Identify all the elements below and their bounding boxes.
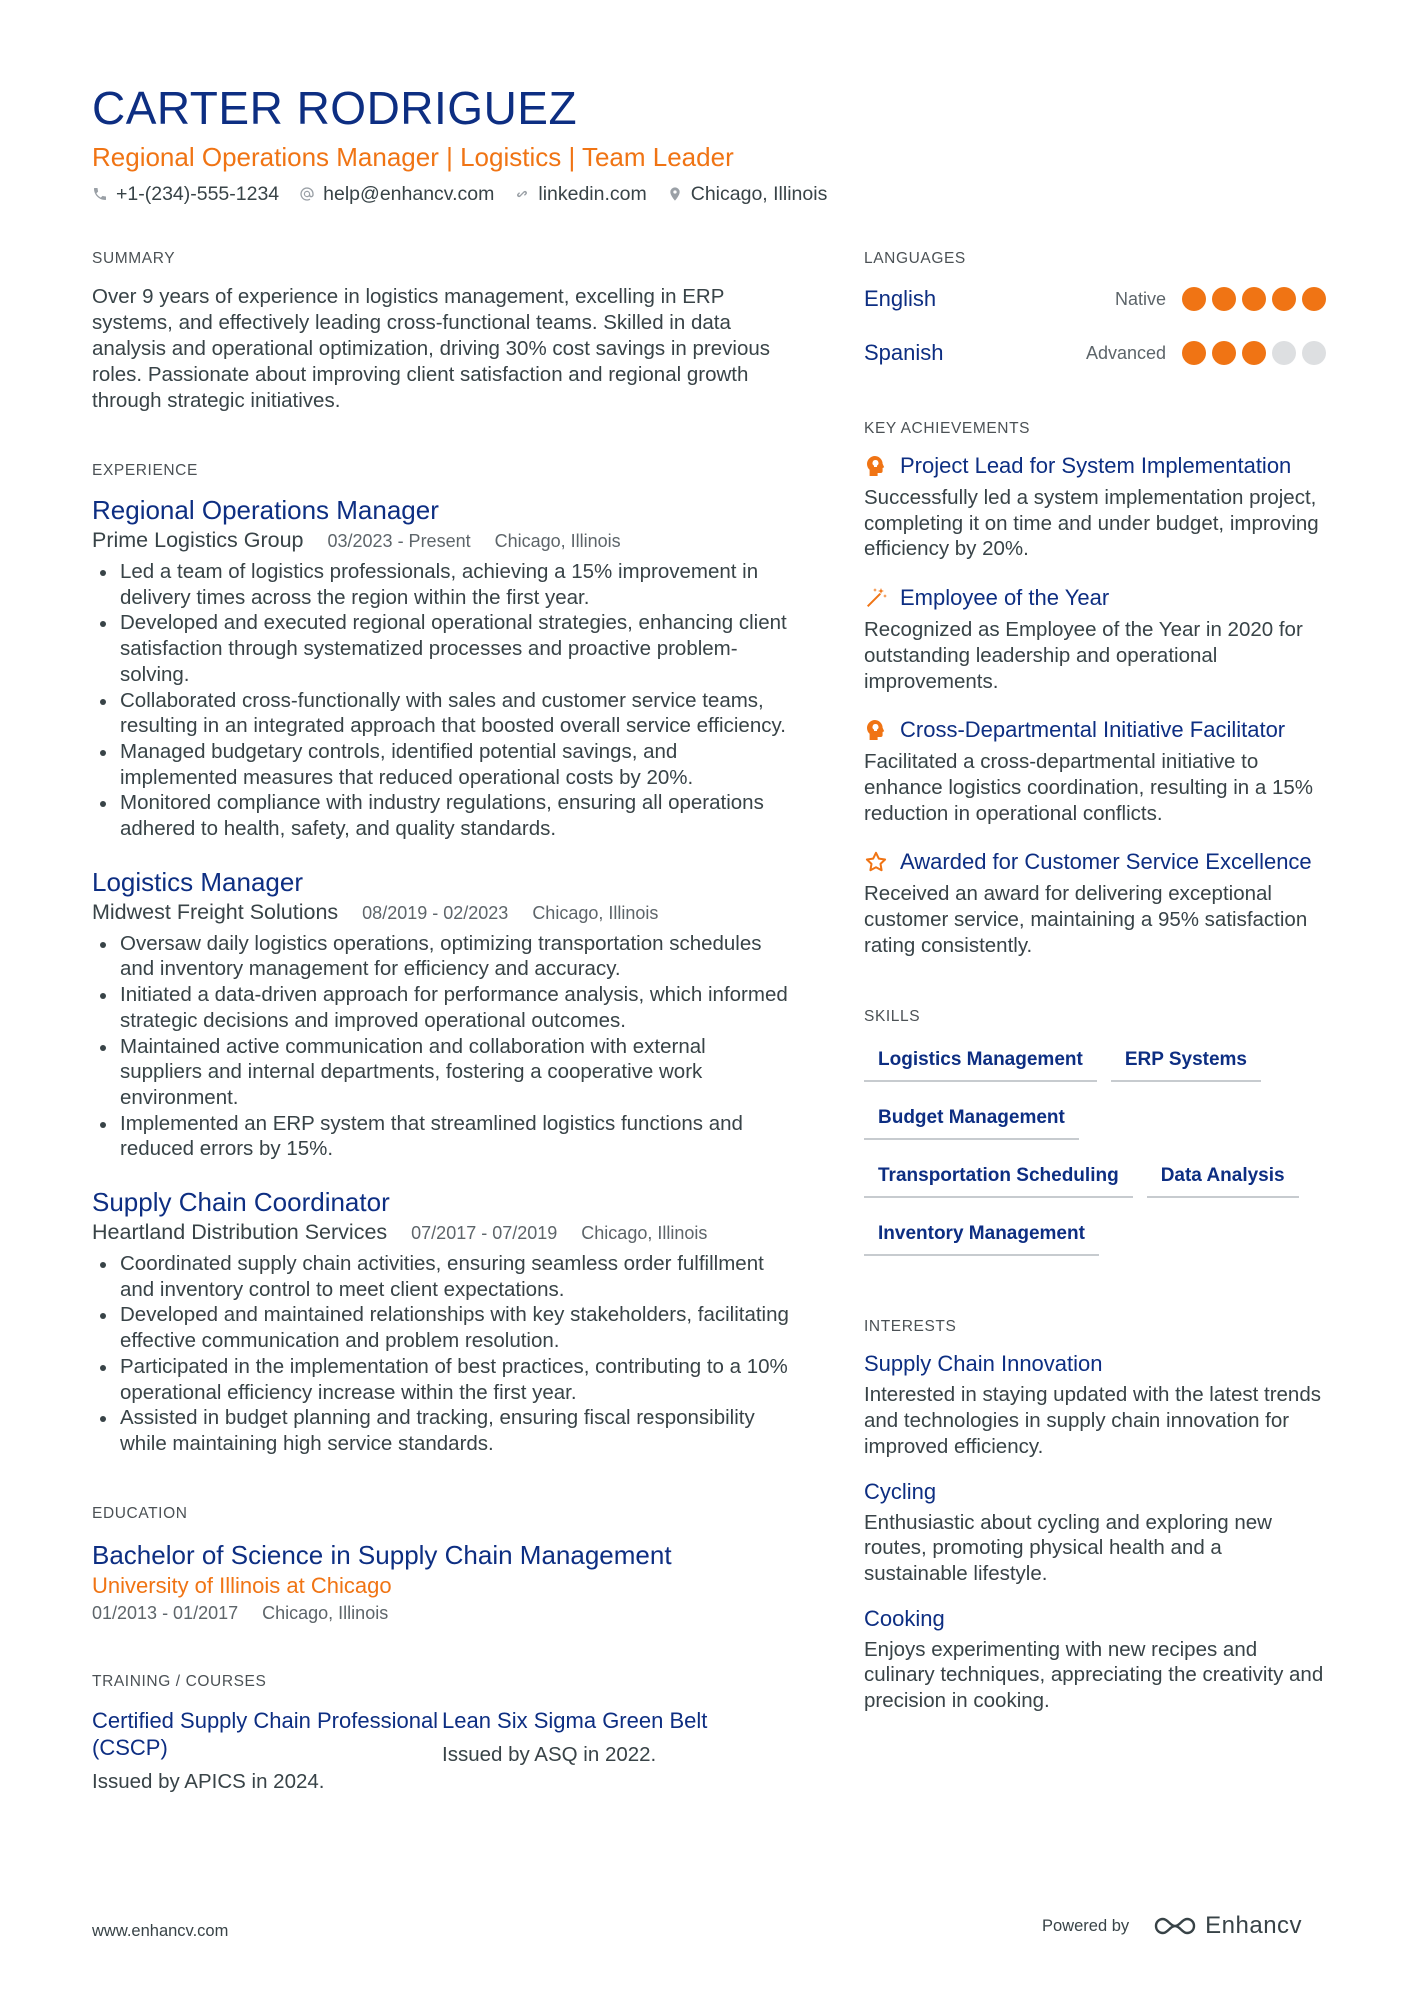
training-heading: TRAINING / COURSES [92, 1672, 267, 1690]
training-section [92, 1671, 792, 1795]
education-location: Chicago, Illinois [262, 1602, 389, 1623]
contact-phone [92, 180, 279, 208]
skill-tag: Budget Management [864, 1100, 1079, 1140]
achievement-item [864, 452, 1326, 562]
course-desc: Issued by ASQ in 2022. [442, 1742, 657, 1766]
achievements-section [864, 418, 1326, 958]
language-level: Advanced [1085, 342, 1166, 363]
job-bullet: Assisted in budget planning and tracking, ensuring fiscal responsibility while maintaining high service standards. [92, 1405, 792, 1456]
job-location: Chicago, Illinois [532, 902, 659, 923]
job-bullet: Collaborated cross-functionally with sales and customer service teams, resulting in an integrated approach that boosted overall service efficiency. [92, 688, 792, 739]
contact-row [92, 180, 1332, 208]
skills-section [864, 1006, 1326, 1256]
enhancv-logo[interactable] [1153, 1912, 1302, 1940]
job-bullets [92, 1251, 792, 1457]
job-bullet: Developed and executed regional operational strategies, enhancing client satisfaction through systematized processes and proactive problem-solving. [92, 610, 792, 687]
rating-dot-filled [1272, 287, 1296, 311]
job-entry [92, 1186, 792, 1457]
skills-heading: SKILLS [864, 1008, 921, 1026]
job-meta [92, 1218, 792, 1247]
skill-tag: ERP Systems [1111, 1042, 1261, 1082]
interest-title: Cycling [864, 1478, 937, 1504]
achievement-title: Project Lead for System Implementation [900, 453, 1292, 478]
interest-item [864, 1478, 1326, 1587]
job-bullets [92, 559, 792, 842]
job-bullet: Developed and maintained relationships with key stakeholders, facilitating effective communication and problem resolution. [92, 1302, 792, 1353]
linkedin-link[interactable]: linkedin.com [538, 183, 647, 205]
rating-dot-empty [1272, 341, 1296, 365]
language-row [864, 272, 1326, 326]
job-bullet: Managed budgetary controls, identified potential savings, and implemented measures that reduced operational costs by 20%. [92, 739, 792, 790]
job-location: Chicago, Illinois [494, 531, 621, 551]
achievement-title: Awarded for Customer Service Excellence [900, 849, 1312, 875]
achievement-head [864, 848, 1326, 875]
interest-item [864, 1605, 1326, 1714]
interests-section [864, 1316, 1326, 1713]
course-title: Lean Six Sigma Green Belt [442, 1707, 708, 1733]
language-row [864, 326, 1326, 380]
job-bullets [92, 931, 792, 1162]
brand-name: Enhancv [1205, 1912, 1303, 1939]
job-bullet: Initiated a data-driven approach for performance analysis, which informed strategic decisions and improved operational outcomes. [92, 982, 792, 1033]
course-item [92, 1707, 442, 1795]
language-rating [1182, 341, 1326, 365]
email-link[interactable]: help@enhancv.com [323, 183, 495, 205]
course-title: Certified Supply Chain Professional (CSCP) [92, 1707, 439, 1760]
footer-website[interactable]: www.enhancv.com [92, 1922, 229, 1940]
job-bullet: Oversaw daily logistics operations, optimizing transportation schedules and inventory management for efficiency and accuracy. [92, 931, 792, 982]
job-title: Logistics Manager [92, 866, 303, 897]
powered-by-text: Powered by [1042, 1916, 1130, 1935]
achievements-heading: KEY ACHIEVEMENTS [864, 420, 1031, 437]
magic-wand-icon [864, 586, 888, 610]
education-dates: 01/2013 - 01/2017 [92, 1602, 239, 1623]
education-degree: Bachelor of Science in Supply Chain Management [92, 1539, 672, 1570]
job-bullet: Monitored compliance with industry regulations, ensuring all operations adhered to health, safety, and quality standards. [92, 790, 792, 841]
job-bullet: Participated in the implementation of best practices, contributing to a 10% operational efficiency increase within the first year. [92, 1354, 792, 1405]
candidate-title: Regional Operations Manager | Logistics | Team Leader [92, 142, 734, 172]
interest-title: Cooking [864, 1605, 945, 1631]
enhancv-logo-icon [1153, 1914, 1197, 1938]
right-column [864, 248, 1326, 1714]
course-list [92, 1707, 792, 1795]
achievement-desc: Recognized as Employee of the Year in 2020 for outstanding leadership and operational improvements. [864, 618, 1303, 693]
languages-section [864, 248, 1326, 380]
location-text: Chicago, Illinois [690, 183, 828, 205]
rating-dot-filled [1242, 287, 1266, 311]
contact-email[interactable] [299, 180, 494, 208]
language-name: Spanish [864, 340, 944, 365]
summary-heading: SUMMARY [92, 250, 176, 267]
resume-header [92, 80, 1332, 208]
rating-dot-filled [1182, 341, 1206, 365]
course-item [442, 1707, 792, 1795]
language-name: English [864, 286, 937, 311]
job-dates: 08/2019 - 02/2023 [362, 902, 509, 923]
course-desc: Issued by APICS in 2024. [92, 1769, 325, 1793]
summary-text: Over 9 years of experience in logistics management, excelling in ERP systems, and effectively leading cross-functional teams. Skilled in data analysis and operational optimization, driving 30% cost savings in previous roles. Passionate about improving client satisfaction and regional growth through strategic initiatives. [92, 285, 771, 412]
job-entry [92, 866, 792, 1162]
contact-location [667, 180, 828, 208]
education-meta [92, 1601, 792, 1625]
job-company: Prime Logistics Group [92, 528, 304, 552]
rating-dot-empty [1302, 341, 1326, 365]
achievement-item [864, 584, 1326, 694]
job-bullet: Implemented an ERP system that streamlined logistics functions and reduced errors by 15%. [92, 1111, 792, 1162]
lightbulb-head-icon [864, 718, 888, 742]
phone-icon [92, 186, 108, 202]
achievement-item [864, 716, 1326, 826]
job-bullet: Maintained active communication and collaboration with external suppliers and internal departments, fostering a cooperative work environment. [92, 1034, 792, 1111]
skill-list [864, 1042, 1326, 1256]
achievement-title: Employee of the Year [900, 585, 1110, 611]
at-icon [299, 186, 315, 202]
job-company: Midwest Freight Solutions [92, 899, 339, 924]
rating-dot-filled [1182, 287, 1206, 311]
star-icon [864, 850, 888, 874]
contact-linkedin[interactable] [514, 180, 646, 208]
achievement-head [864, 584, 1326, 611]
language-level: Native [1114, 288, 1166, 309]
rating-dot-filled [1212, 341, 1236, 365]
job-meta [92, 526, 792, 555]
skill-tag: Inventory Management [864, 1216, 1099, 1256]
summary-section [92, 248, 792, 414]
rating-dot-filled [1212, 287, 1236, 311]
left-column [92, 248, 792, 1795]
location-pin-icon [667, 186, 683, 202]
link-icon [514, 186, 530, 202]
experience-heading: EXPERIENCE [92, 462, 198, 479]
footer-branding [1042, 1912, 1302, 1940]
job-dates: 03/2023 - Present [327, 531, 471, 551]
job-company: Heartland Distribution Services [92, 1220, 388, 1245]
interest-desc: Enthusiastic about cycling and exploring new routes, promoting physical health and a sustainable lifestyle. [864, 1510, 1272, 1585]
achievement-desc: Facilitated a cross-departmental initiative to enhance logistics coordination, resulting in a 15% reduction in operational conflicts. [864, 750, 1313, 825]
interest-desc: Interested in staying updated with the latest trends and technologies in supply chain innovation for improved efficiency. [864, 1383, 1321, 1458]
job-dates: 07/2017 - 07/2019 [411, 1223, 558, 1244]
languages-heading: LANGUAGES [864, 250, 966, 267]
phone-text: +1-(234)-555-1234 [116, 183, 280, 205]
achievement-desc: Received an award for delivering exceptional customer service, maintaining a 95% satisfaction rating consistently. [864, 882, 1308, 957]
skill-tag: Logistics Management [864, 1042, 1097, 1082]
achievement-head [864, 452, 1326, 479]
achievement-desc: Successfully led a system implementation project, completing it on time and under budget, improving efficiency by 20%. [864, 486, 1319, 561]
education-school: University of Illinois at Chicago [92, 1572, 392, 1598]
rating-dot-filled [1242, 341, 1266, 365]
job-meta [92, 898, 792, 927]
skill-tag: Transportation Scheduling [864, 1158, 1133, 1198]
achievement-head [864, 716, 1326, 743]
language-rating [1182, 287, 1326, 311]
job-entry [92, 494, 792, 842]
achievement-title: Cross-Departmental Initiative Facilitator [900, 717, 1286, 743]
education-section [92, 1503, 792, 1625]
interest-title: Supply Chain Innovation [864, 1351, 1103, 1377]
lightbulb-head-icon [864, 454, 888, 478]
interest-item [864, 1350, 1326, 1459]
interest-desc: Enjoys experimenting with new recipes and culinary techniques, appreciating the creativity and precision in cooking. [864, 1637, 1324, 1713]
education-heading: EDUCATION [92, 1504, 188, 1522]
interests-heading: INTERESTS [864, 1318, 957, 1336]
job-location: Chicago, Illinois [581, 1223, 708, 1244]
skill-tag: Data Analysis [1147, 1158, 1299, 1198]
job-title: Regional Operations Manager [92, 495, 439, 525]
rating-dot-filled [1302, 287, 1326, 311]
achievement-item [864, 848, 1326, 958]
experience-section [92, 460, 792, 1457]
job-title: Supply Chain Coordinator [92, 1187, 390, 1218]
job-bullet: Coordinated supply chain activities, ensuring seamless order fulfillment and inventory control to meet client expectations. [92, 1251, 792, 1302]
candidate-name: CARTER RODRIGUEZ [92, 82, 578, 134]
job-bullet: Led a team of logistics professionals, achieving a 15% improvement in delivery times across the region within the first year. [92, 559, 792, 610]
